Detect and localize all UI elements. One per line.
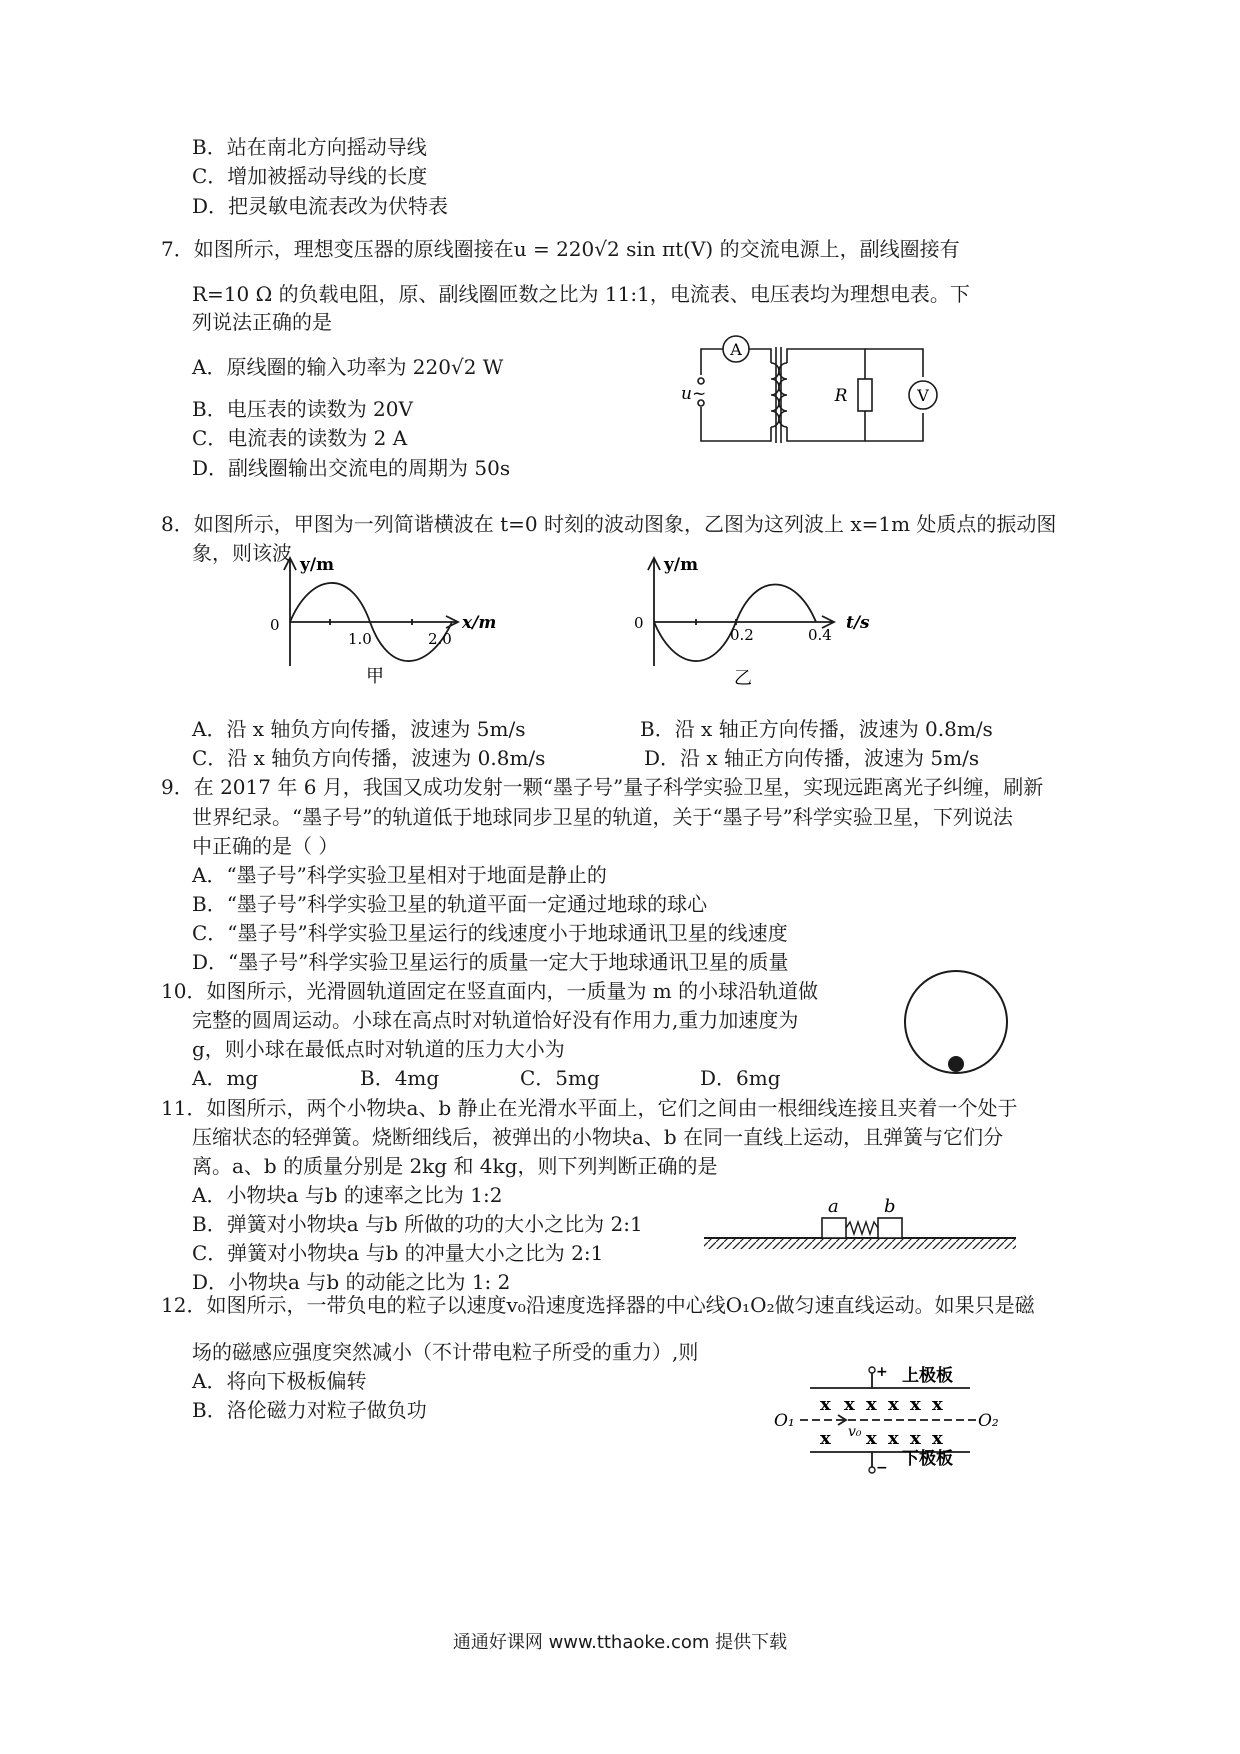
q7-option-d: D．副线圈输出交流电的周期为 50s <box>192 456 511 480</box>
transformer-circuit-figure <box>675 333 995 457</box>
q9-option-d: D．“墨子号”科学实验卫星运行的质量一定大于地球通讯卫星的质量 <box>192 950 789 974</box>
yi-caption: 乙 <box>734 668 752 689</box>
jia-tick-1: 1.0 <box>348 630 372 648</box>
ball-icon <box>948 1056 964 1072</box>
q11-option-b: B．弹簧对小物块a 与b 所做的功的大小之比为 2:1 <box>192 1212 643 1236</box>
q7-stem-line3: 列说法正确的是 <box>192 310 332 334</box>
q9-stem-line3: 中正确的是（ ） <box>192 834 339 858</box>
q10-stem-line2: 完整的圆周运动。小球在高点时对轨道恰好没有作用力,重力加速度为 <box>192 1008 799 1032</box>
block-a-label: a <box>828 1196 839 1217</box>
q11-stem-line3: 离。a、b 的质量分别是 2kg 和 4kg，则下列判断正确的是 <box>192 1154 718 1178</box>
q12-stem-line1: 12．如图所示，一带负电的粒子以速度v₀沿速度选择器的中心线O₁O₂做匀速直线运动。如果只是磁 <box>161 1293 1035 1317</box>
q9-option-a: A．“墨子号”科学实验卫星相对于地面是静止的 <box>192 863 607 887</box>
svg-text:x: x <box>866 1428 877 1449</box>
q12-option-a: A．将向下极板偏转 <box>192 1369 367 1393</box>
q9-stem-line1: 9．在 2017 年 6 月，我国又成功发射一颗“墨子号”量子科学实验卫星，实现远距离光子纠缠，刷新 <box>161 775 1044 799</box>
q10-stem-line3: g，则小球在最低点时对轨道的压力大小为 <box>192 1037 565 1061</box>
q11-option-d: D．小物块a 与b 的动能之比为 1: 2 <box>192 1270 511 1294</box>
velocity-selector-figure <box>774 1360 1000 1484</box>
jia-ylabel: y/m <box>300 555 335 575</box>
yi-tick-1: 0.2 <box>730 626 754 644</box>
lower-plate-label: 下极板 <box>902 1449 953 1469</box>
q11-option-c: C．弹簧对小物块a 与b 的冲量大小之比为 2:1 <box>192 1241 604 1265</box>
q10-stem-line1: 10．如图所示，光滑圆轨道固定在竖直面内，一质量为 m 的小球沿轨道做 <box>161 979 819 1003</box>
jia-xlabel: x/m <box>462 613 497 633</box>
q10-option-a: A．mg <box>192 1066 259 1090</box>
q7-option-c: C．电流表的读数为 2 A <box>192 426 408 450</box>
q8-option-a: A．沿 x 轴负方向传播，波速为 5m/s <box>192 717 526 741</box>
circular-track-figure <box>902 966 1012 1086</box>
q9-option-b: B．“墨子号”科学实验卫星的轨道平面一定通过地球的球心 <box>192 892 708 916</box>
svg-text:x: x <box>866 1394 877 1415</box>
voltmeter-label: V <box>917 386 929 405</box>
page-footer: 通通好课网 www.tthaoke.com 提供下载 <box>452 1632 788 1653</box>
block-b-label: b <box>884 1196 896 1217</box>
svg-text:x: x <box>844 1394 855 1415</box>
svg-text:x: x <box>910 1428 921 1449</box>
q6-option-c: C．增加被摇动导线的长度 <box>192 164 428 188</box>
yi-ylabel: y/m <box>664 555 699 575</box>
q8-stem-line2: 象，则该波 <box>192 541 292 565</box>
svg-text:x: x <box>888 1428 899 1449</box>
q8-option-b: B．沿 x 轴正方向传播，波速为 0.8m/s <box>640 717 993 741</box>
q7-stem-line1: 7．如图所示，理想变压器的原线圈接在u = 220√2 sin πt(V) 的交流电源上，副线圈接有 <box>161 237 960 261</box>
upper-plate-label: 上极板 <box>902 1366 953 1386</box>
q7-option-b: B．电压表的读数为 20V <box>192 397 413 421</box>
q11-stem-line1: 11．如图所示，两个小物块a、b 静止在光滑水平面上，它们之间由一根细线连接且夹着一个处于 <box>161 1096 1018 1120</box>
q7-option-a: A．原线圈的输入功率为 220√2 W <box>192 355 504 379</box>
jia-caption: 甲 <box>366 666 384 687</box>
q9-option-c: C．“墨子号”科学实验卫星运行的线速度小于地球通讯卫星的线速度 <box>192 921 788 945</box>
q10-option-c: C．5mg <box>520 1066 600 1090</box>
yi-origin: 0 <box>634 614 644 632</box>
magnetic-field-crosses <box>820 1394 943 1449</box>
jia-origin: 0 <box>270 616 280 634</box>
svg-text:x: x <box>932 1394 943 1415</box>
q8-stem-line1: 8．如图所示，甲图为一列简谐横波在 t=0 时刻的波动图象，乙图为这列波上 x=1m 处质点的振动图 <box>161 512 1057 536</box>
svg-text:x: x <box>888 1394 899 1415</box>
q9-stem-line2: 世界纪录。“墨子号”的轨道低于地球同步卫星的轨道，关于“墨子号”科学实验卫星，下列说法 <box>192 805 1013 829</box>
o2-label: O₂ <box>978 1411 999 1431</box>
q12-stem-line2: 场的磁感应强度突然减小（不计带电粒子所受的重力）,则 <box>192 1340 699 1364</box>
q8-option-d: D．沿 x 轴正方向传播，波速为 5m/s <box>644 746 980 770</box>
v0-label: v₀ <box>848 1424 862 1440</box>
resistor-label: R <box>834 386 848 406</box>
q7-stem-line2: R=10 Ω 的负载电阻，原、副线圈匝数之比为 11:1，电流表、电压表均为理想电表。下 <box>192 282 970 306</box>
q6-option-d: D．把灵敏电流表改为伏特表 <box>192 194 449 218</box>
q8-option-c: C．沿 x 轴负方向传播，波速为 0.8m/s <box>192 746 546 770</box>
q11-stem-line2: 压缩状态的轻弹簧。烧断细线后，被弹出的小物块a、b 在同一直线上运动，且弹簧与它们分 <box>192 1125 1004 1149</box>
ammeter-label: A <box>730 340 742 359</box>
svg-text:x: x <box>932 1428 943 1449</box>
minus-sign: − <box>876 1460 888 1476</box>
spring-blocks-figure <box>700 1194 1020 1274</box>
q10-option-b: B．4mg <box>360 1066 440 1090</box>
yi-tick-2: 0.4 <box>808 626 832 644</box>
svg-text:x: x <box>820 1394 831 1415</box>
svg-text:x: x <box>820 1428 831 1449</box>
q12-option-b: B．洛伦磁力对粒子做负功 <box>192 1398 427 1422</box>
o1-label: O₁ <box>774 1411 795 1431</box>
q10-option-d: D．6mg <box>700 1066 781 1090</box>
svg-text:x: x <box>910 1394 921 1415</box>
plus-sign: + <box>876 1364 888 1380</box>
jia-tick-2: 2.0 <box>428 630 452 648</box>
q6-option-b: B．站在南北方向摇动导线 <box>192 135 427 159</box>
source-label: u~ <box>681 384 707 404</box>
yi-xlabel: t/s <box>846 613 870 633</box>
q11-option-a: A．小物块a 与b 的速率之比为 1:2 <box>192 1183 503 1207</box>
